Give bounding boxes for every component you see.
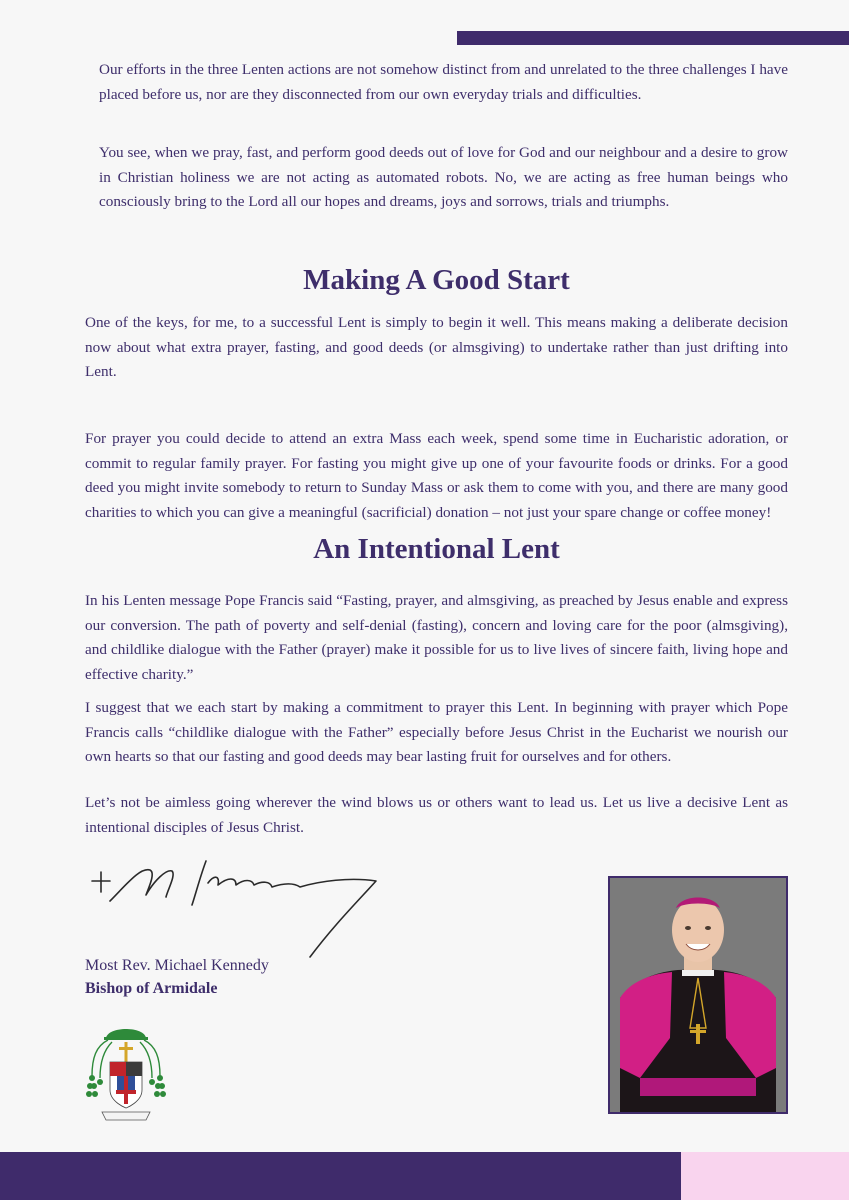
signatory-title: Bishop of Armidale: [85, 980, 218, 997]
signatory-name: Most Rev. Michael Kennedy: [85, 957, 269, 974]
top-accent-bar: [457, 31, 849, 45]
intentional-lent-paragraph-1: In his Lenten message Pope Francis said “Fasting, prayer, and almsgiving, as preached by Jesus enable and express our conversion. The path of poverty and self-denial (fasting), concern and loving care for the poor (almsgiving), and childlike dialogue with the Father (prayer) make it possible for us to live lives of sincere faith, living hope and effective charity.”: [85, 592, 788, 683]
footer-bar-purple: [0, 1152, 681, 1200]
good-start-paragraph-1: One of the keys, for me, to a successful Lent is simply to begin it well. This means making a deliberate decision now about what extra prayer, fasting, and good deeds (or almsgiving) to undertake rather than just drifting into Lent.: [85, 314, 788, 380]
footer-bar-pink: [681, 1152, 849, 1200]
bishop-portrait-photo: [608, 876, 788, 1114]
heading-an-intentional-lent: An Intentional Lent: [313, 533, 560, 565]
intro-paragraph-1: Our efforts in the three Lenten actions are not somehow distinct from and unrelated to the three challenges I have placed before us, nor are they disconnected from our own everyday trials and difficulties.: [99, 61, 788, 103]
intentional-lent-paragraph-2: I suggest that we each start by making a commitment to prayer this Lent. In beginning with prayer which Pope Francis calls “childlike dialogue with the Father” especially before Jesus Christ in the Eucharist we nourish our own hearts so that our fasting and good deeds may bear lasting fruit for ourselves and for others.: [85, 699, 788, 765]
handwritten-signature: [88, 855, 388, 965]
intentional-lent-paragraph-3: Let’s not be aimless going wherever the wind blows us or others want to lead us. Let us live a decisive Lent as intentional disciples of Jesus Christ.: [85, 794, 788, 836]
coat-of-arms-icon: [86, 1016, 166, 1126]
good-start-paragraph-2: For prayer you could decide to attend an extra Mass each week, spend some time in Eucharistic adoration, or commit to regular family prayer. For fasting you might give up one of your favourite foods or drinks. For a good deed you might invite somebody to return to Sunday Mass or ask them to come with you, and there are many good charities to which you can give a meaningful (sacrificial) donation – not just your spare change or coffee money!: [85, 430, 788, 521]
heading-making-a-good-start: Making A Good Start: [303, 264, 570, 296]
intro-paragraph-2: You see, when we pray, fast, and perform good deeds out of love for God and our neighbour and a desire to grow in Christian holiness we are not acting as automated robots. No, we are acting as free human beings who consciously bring to the Lord all our hopes and dreams, joys and sorrows, trials and triumphs.: [99, 144, 788, 210]
portrait-illustration: [610, 878, 786, 1112]
